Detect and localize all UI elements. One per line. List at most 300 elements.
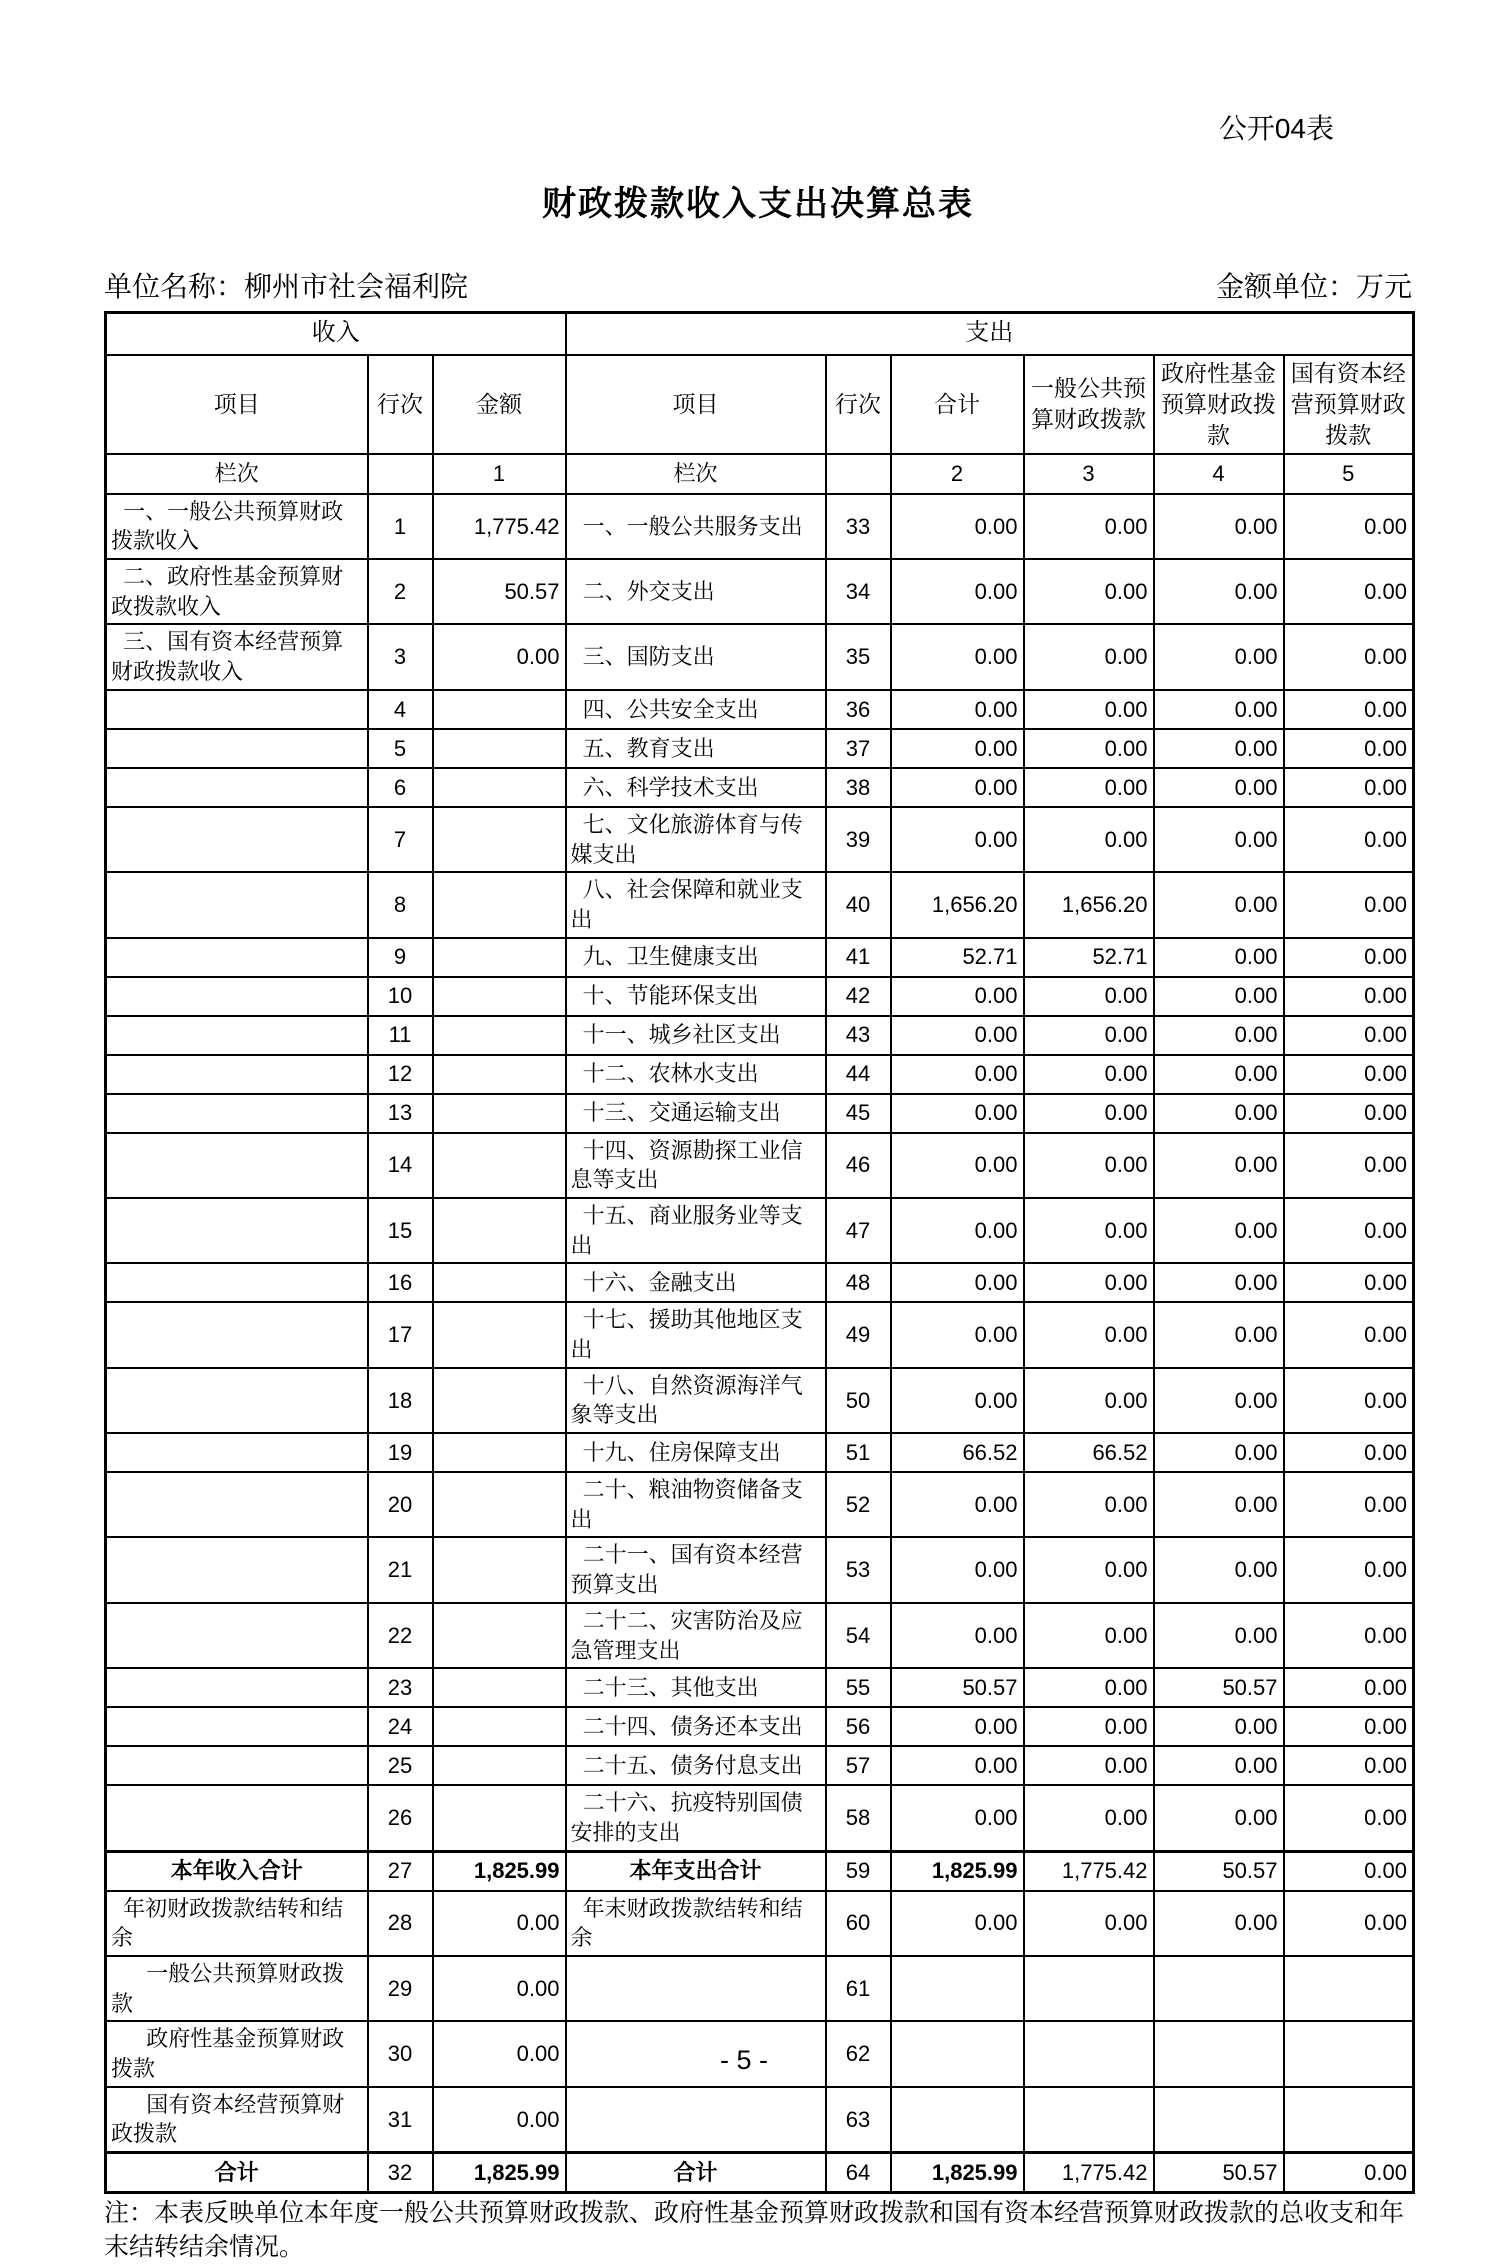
form-tag: 公开04表: [1218, 113, 1334, 144]
expense-total: 52.71: [891, 938, 1024, 977]
expense-gov-fund: 0.00: [1154, 1603, 1284, 1668]
expense-item: 十九、住房保障支出: [566, 1433, 826, 1472]
income-line-no: 20: [368, 1472, 433, 1537]
col-header-expense-general-budget: 一般公共预算财政拨款: [1024, 355, 1154, 454]
expense-total: 0.00: [891, 1746, 1024, 1785]
expense-gov-fund: 0.00: [1154, 1537, 1284, 1602]
fiscal-appropriation-table: [104, 311, 1415, 2195]
expense-item: 二十一、国有资本经营预算支出: [566, 1537, 826, 1602]
expense-general-budget: 0.00: [1024, 1198, 1154, 1263]
income-amount: 0.00: [433, 2087, 566, 2153]
expense-gov-fund: 0.00: [1154, 1133, 1284, 1198]
income-line-no: 23: [368, 1668, 433, 1707]
expense-gov-fund: 0.00: [1154, 1891, 1284, 1956]
expense-gov-fund: 0.00: [1154, 624, 1284, 689]
expense-line-no: 59: [826, 1851, 891, 1891]
income-amount: [433, 807, 566, 872]
col-header-expense-line: 行次: [826, 355, 891, 454]
income-amount: 1,825.99: [433, 2153, 566, 2193]
expense-general-budget: 52.71: [1024, 938, 1154, 977]
table-row: [106, 1956, 1414, 2021]
income-item: 本年收入合计: [106, 1851, 368, 1891]
expense-line-no: 57: [826, 1746, 891, 1785]
income-amount: [433, 1603, 566, 1668]
expense-line-no: 47: [826, 1198, 891, 1263]
income-amount: [433, 1016, 566, 1055]
income-item: [106, 1433, 368, 1472]
income-item: 二、政府性基金预算财政拨款收入: [106, 559, 368, 624]
expense-state-capital: 0.00: [1284, 1851, 1414, 1891]
income-item: [106, 1537, 368, 1602]
expense-item: [566, 2087, 826, 2153]
footnote: 注：本表反映单位本年度一般公共预算财政拨款、政府性基金预算财政拨款和国有资本经营预算财政拨款的总收支和年末结转结余情况。: [104, 2199, 1405, 2261]
expense-state-capital: 0.00: [1284, 624, 1414, 689]
table-row: [106, 690, 1414, 729]
expense-total: 0.00: [891, 559, 1024, 624]
expense-general-budget: 0.00: [1024, 1263, 1154, 1302]
expense-line-no: 44: [826, 1055, 891, 1094]
index-expense-line: [826, 454, 891, 494]
income-item: [106, 1668, 368, 1707]
expense-state-capital: 0.00: [1284, 807, 1414, 872]
expense-total: 0.00: [891, 624, 1024, 689]
table-row: [106, 872, 1414, 937]
expense-gov-fund: 0.00: [1154, 807, 1284, 872]
income-item: [106, 690, 368, 729]
income-item: [106, 729, 368, 768]
income-amount: 0.00: [433, 624, 566, 689]
expense-state-capital: 0.00: [1284, 1785, 1414, 1851]
table-row: [106, 1537, 1414, 1602]
expense-state-capital: [1284, 1956, 1414, 2021]
expense-gov-fund: 0.00: [1154, 729, 1284, 768]
expense-total: 0.00: [891, 494, 1024, 559]
expense-total: 1,825.99: [891, 1851, 1024, 1891]
table-row: [106, 1785, 1414, 1851]
table-row: [106, 1472, 1414, 1537]
income-amount: [433, 1668, 566, 1707]
table-row: [106, 624, 1414, 689]
income-line-no: 18: [368, 1368, 433, 1433]
expense-line-no: 38: [826, 768, 891, 807]
expense-item: 合计: [566, 2153, 826, 2193]
expense-line-no: 52: [826, 1472, 891, 1537]
table-row: [106, 1603, 1414, 1668]
income-line-no: 14: [368, 1133, 433, 1198]
income-item: 年初财政拨款结转和结余: [106, 1891, 368, 1956]
expense-item: 七、文化旅游体育与传媒支出: [566, 807, 826, 872]
expense-item: 八、社会保障和就业支出: [566, 872, 826, 937]
expense-general-budget: 0.00: [1024, 977, 1154, 1016]
expense-state-capital: 0.00: [1284, 690, 1414, 729]
expense-general-budget: 0.00: [1024, 559, 1154, 624]
expense-total: 0.00: [891, 1368, 1024, 1433]
expense-general-budget: 0.00: [1024, 1055, 1154, 1094]
expense-line-no: 53: [826, 1537, 891, 1602]
income-item: [106, 1198, 368, 1263]
income-amount: 1,825.99: [433, 1851, 566, 1891]
expense-state-capital: 0.00: [1284, 1707, 1414, 1746]
table-row: [106, 1368, 1414, 1433]
expense-gov-fund: 0.00: [1154, 1263, 1284, 1302]
expense-general-budget: 0.00: [1024, 1785, 1154, 1851]
income-line-no: 5: [368, 729, 433, 768]
income-line-no: 10: [368, 977, 433, 1016]
expense-item: 一、一般公共服务支出: [566, 494, 826, 559]
index-income-amount: 1: [433, 454, 566, 494]
expense-line-no: 50: [826, 1368, 891, 1433]
expense-general-budget: 0.00: [1024, 1891, 1154, 1956]
income-item: [106, 1133, 368, 1198]
expense-general-budget: [1024, 1956, 1154, 2021]
expense-general-budget: 0.00: [1024, 1707, 1154, 1746]
expense-general-budget: 0.00: [1024, 690, 1154, 729]
income-item: [106, 1746, 368, 1785]
expense-item: 二十六、抗疫特别国债安排的支出: [566, 1785, 826, 1851]
expense-state-capital: 0.00: [1284, 494, 1414, 559]
expense-general-budget: [1024, 2087, 1154, 2153]
expense-item: 二十四、债务还本支出: [566, 1707, 826, 1746]
income-amount: [433, 729, 566, 768]
expense-gov-fund: 0.00: [1154, 690, 1284, 729]
expense-state-capital: 0.00: [1284, 977, 1414, 1016]
income-item: [106, 807, 368, 872]
income-item: [106, 768, 368, 807]
expense-total: 0.00: [891, 977, 1024, 1016]
income-item: 国有资本经营预算财政拨款: [106, 2087, 368, 2153]
income-line-no: 24: [368, 1707, 433, 1746]
expense-total: 50.57: [891, 1668, 1024, 1707]
expense-gov-fund: 50.57: [1154, 1851, 1284, 1891]
income-amount: [433, 1746, 566, 1785]
expense-total: 0.00: [891, 1055, 1024, 1094]
income-amount: 50.57: [433, 559, 566, 624]
expense-line-no: 33: [826, 494, 891, 559]
expense-gov-fund: 0.00: [1154, 1707, 1284, 1746]
income-line-no: 26: [368, 1785, 433, 1851]
expense-state-capital: 0.00: [1284, 1263, 1414, 1302]
expense-total: 0.00: [891, 729, 1024, 768]
income-line-no: 15: [368, 1198, 433, 1263]
table-row: [106, 938, 1414, 977]
col-header-income-item: 项目: [106, 355, 368, 454]
expense-general-budget: 0.00: [1024, 1302, 1154, 1367]
table-row: [106, 559, 1414, 624]
group-header-row: [106, 312, 1414, 355]
income-line-no: 4: [368, 690, 433, 729]
expense-total: 0.00: [891, 1472, 1024, 1537]
expense-line-no: 49: [826, 1302, 891, 1367]
col-header-income-line: 行次: [368, 355, 433, 454]
expense-item: 年末财政拨款结转和结余: [566, 1891, 826, 1956]
expense-state-capital: 0.00: [1284, 1668, 1414, 1707]
expense-general-budget: 0.00: [1024, 1016, 1154, 1055]
income-amount: [433, 1094, 566, 1133]
expense-gov-fund: 0.00: [1154, 1016, 1284, 1055]
income-item: 一、一般公共预算财政拨款收入: [106, 494, 368, 559]
table-row: [106, 1668, 1414, 1707]
table-row: [106, 1094, 1414, 1133]
income-item: [106, 977, 368, 1016]
expense-line-no: 56: [826, 1707, 891, 1746]
table-row: [106, 1707, 1414, 1746]
income-amount: 0.00: [433, 2021, 566, 2086]
expense-state-capital: [1284, 2087, 1414, 2153]
table-row: [106, 1891, 1414, 1956]
expense-gov-fund: [1154, 1956, 1284, 2021]
expense-gov-fund: 0.00: [1154, 768, 1284, 807]
expense-group-header: 支出: [566, 312, 1414, 355]
expense-total: 0.00: [891, 1133, 1024, 1198]
expense-gov-fund: 0.00: [1154, 1433, 1284, 1472]
income-line-no: 28: [368, 1891, 433, 1956]
income-item: [106, 1263, 368, 1302]
income-line-no: 19: [368, 1433, 433, 1472]
expense-state-capital: 0.00: [1284, 1746, 1414, 1785]
index-expense-state-capital: 5: [1284, 454, 1414, 494]
expense-state-capital: 0.00: [1284, 1133, 1414, 1198]
income-line-no: 9: [368, 938, 433, 977]
expense-total: 0.00: [891, 1016, 1024, 1055]
table-row: [106, 1746, 1414, 1785]
index-income-item: 栏次: [106, 454, 368, 494]
expense-general-budget: 0.00: [1024, 1746, 1154, 1785]
income-line-no: 7: [368, 807, 433, 872]
expense-general-budget: 0.00: [1024, 1368, 1154, 1433]
expense-item: [566, 1956, 826, 2021]
expense-item: 六、科学技术支出: [566, 768, 826, 807]
expense-total: 1,825.99: [891, 2153, 1024, 2193]
expense-gov-fund: 0.00: [1154, 494, 1284, 559]
expense-total: [891, 2087, 1024, 2153]
expense-total: 0.00: [891, 1302, 1024, 1367]
expense-gov-fund: [1154, 2087, 1284, 2153]
expense-gov-fund: 0.00: [1154, 977, 1284, 1016]
col-header-expense-total: 合计: [891, 355, 1024, 454]
income-group-header: 收入: [106, 312, 566, 355]
income-amount: [433, 1133, 566, 1198]
income-amount: [433, 1198, 566, 1263]
expense-line-no: 40: [826, 872, 891, 937]
income-amount: 1,775.42: [433, 494, 566, 559]
expense-state-capital: 0.00: [1284, 729, 1414, 768]
expense-total: 0.00: [891, 1094, 1024, 1133]
income-amount: 0.00: [433, 1891, 566, 1956]
expense-gov-fund: 50.57: [1154, 2153, 1284, 2193]
expense-line-no: 55: [826, 1668, 891, 1707]
expense-total: 0.00: [891, 1785, 1024, 1851]
income-amount: [433, 1263, 566, 1302]
income-line-no: 17: [368, 1302, 433, 1367]
expense-gov-fund: 0.00: [1154, 1368, 1284, 1433]
table-row: [106, 729, 1414, 768]
expense-state-capital: 0.00: [1284, 1016, 1414, 1055]
index-expense-general-budget: 3: [1024, 454, 1154, 494]
income-line-no: 16: [368, 1263, 433, 1302]
income-amount: [433, 1472, 566, 1537]
index-expense-gov-fund: 4: [1154, 454, 1284, 494]
expense-line-no: 37: [826, 729, 891, 768]
income-line-no: 30: [368, 2021, 433, 2086]
expense-line-no: 54: [826, 1603, 891, 1668]
expense-total: 0.00: [891, 1263, 1024, 1302]
amount-unit: 金额单位：万元: [1215, 270, 1412, 302]
income-line-no: 21: [368, 1537, 433, 1602]
income-item: [106, 1055, 368, 1094]
income-item: 一般公共预算财政拨款: [106, 1956, 368, 2021]
income-item: 合计: [106, 2153, 368, 2193]
expense-item: 二十二、灾害防治及应急管理支出: [566, 1603, 826, 1668]
expense-state-capital: 0.00: [1284, 872, 1414, 937]
expense-total: 0.00: [891, 1198, 1024, 1263]
income-amount: [433, 977, 566, 1016]
expense-state-capital: 0.00: [1284, 938, 1414, 977]
income-item: [106, 938, 368, 977]
expense-item: 四、公共安全支出: [566, 690, 826, 729]
expense-total: 66.52: [891, 1433, 1024, 1472]
expense-total: 0.00: [891, 1707, 1024, 1746]
income-item: [106, 872, 368, 937]
income-line-no: 12: [368, 1055, 433, 1094]
table-row: [106, 1302, 1414, 1367]
income-item: [106, 1094, 368, 1133]
expense-general-budget: 0.00: [1024, 1603, 1154, 1668]
income-line-no: 11: [368, 1016, 433, 1055]
income-item: [106, 1016, 368, 1055]
expense-gov-fund: 0.00: [1154, 938, 1284, 977]
income-amount: [433, 938, 566, 977]
expense-line-no: 42: [826, 977, 891, 1016]
table-row: [106, 1016, 1414, 1055]
income-item: [106, 1472, 368, 1537]
expense-total: [891, 1956, 1024, 2021]
expense-state-capital: 0.00: [1284, 1094, 1414, 1133]
expense-state-capital: 0.00: [1284, 1433, 1414, 1472]
expense-line-no: 43: [826, 1016, 891, 1055]
income-item: 政府性基金预算财政拨款: [106, 2021, 368, 2086]
income-item: [106, 1302, 368, 1367]
income-amount: 0.00: [433, 1956, 566, 2021]
expense-gov-fund: 0.00: [1154, 1472, 1284, 1537]
table-row: [106, 1133, 1414, 1198]
income-amount: [433, 690, 566, 729]
table-row: [106, 1055, 1414, 1094]
income-line-no: 13: [368, 1094, 433, 1133]
expense-item: 十一、城乡社区支出: [566, 1016, 826, 1055]
expense-general-budget: 0.00: [1024, 1472, 1154, 1537]
expense-general-budget: 0.00: [1024, 729, 1154, 768]
expense-item: 十五、商业服务业等支出: [566, 1198, 826, 1263]
income-item: [106, 1603, 368, 1668]
page-title: 财政拨款收入支出决算总表: [542, 184, 974, 223]
expense-line-no: 45: [826, 1094, 891, 1133]
expense-total: 0.00: [891, 1891, 1024, 1956]
income-item: [106, 1785, 368, 1851]
expense-gov-fund: 0.00: [1154, 1746, 1284, 1785]
table-row: [106, 1851, 1414, 1891]
index-expense-item: 栏次: [566, 454, 826, 494]
meta-row: [104, 265, 1412, 305]
income-item: [106, 1707, 368, 1746]
expense-state-capital: 0.00: [1284, 1302, 1414, 1367]
expense-state-capital: 0.00: [1284, 1368, 1414, 1433]
expense-total: 1,656.20: [891, 872, 1024, 937]
income-line-no: 27: [368, 1851, 433, 1891]
expense-line-no: 41: [826, 938, 891, 977]
expense-general-budget: 1,775.42: [1024, 2153, 1154, 2193]
income-line-no: 22: [368, 1603, 433, 1668]
income-amount: [433, 872, 566, 937]
expense-state-capital: 0.00: [1284, 1603, 1414, 1668]
expense-item: 三、国防支出: [566, 624, 826, 689]
table-row: [106, 1198, 1414, 1263]
table-row: [106, 1263, 1414, 1302]
expense-state-capital: 0.00: [1284, 1472, 1414, 1537]
expense-general-budget: 0.00: [1024, 1668, 1154, 1707]
income-line-no: 3: [368, 624, 433, 689]
expense-state-capital: 0.00: [1284, 768, 1414, 807]
income-amount: [433, 1537, 566, 1602]
expense-total: 0.00: [891, 768, 1024, 807]
expense-gov-fund: 0.00: [1154, 559, 1284, 624]
table-body: [106, 494, 1414, 2193]
income-amount: [433, 1785, 566, 1851]
expense-line-no: 62: [826, 2021, 891, 2086]
income-line-no: 8: [368, 872, 433, 937]
expense-gov-fund: 0.00: [1154, 1198, 1284, 1263]
expense-item: 十八、自然资源海洋气象等支出: [566, 1368, 826, 1433]
expense-line-no: 35: [826, 624, 891, 689]
income-item: [106, 1368, 368, 1433]
expense-gov-fund: 0.00: [1154, 1785, 1284, 1851]
expense-item: 十四、资源勘探工业信息等支出: [566, 1133, 826, 1198]
expense-line-no: 46: [826, 1133, 891, 1198]
table-row: [106, 768, 1414, 807]
expense-item: 五、教育支出: [566, 729, 826, 768]
expense-item: 二、外交支出: [566, 559, 826, 624]
expense-total: 0.00: [891, 690, 1024, 729]
income-line-no: 2: [368, 559, 433, 624]
income-amount: [433, 1055, 566, 1094]
expense-state-capital: 0.00: [1284, 1537, 1414, 1602]
expense-line-no: 58: [826, 1785, 891, 1851]
expense-general-budget: 0.00: [1024, 1133, 1154, 1198]
income-line-no: 29: [368, 1956, 433, 2021]
income-line-no: 25: [368, 1746, 433, 1785]
income-line-no: 32: [368, 2153, 433, 2193]
income-amount: [433, 1368, 566, 1433]
column-index-row: [106, 454, 1414, 494]
table-row: [106, 807, 1414, 872]
expense-state-capital: 0.00: [1284, 1891, 1414, 1956]
page-number: - 5 -: [719, 2045, 768, 2075]
table-row: [106, 2087, 1414, 2153]
column-header-row: [106, 355, 1414, 454]
income-line-no: 1: [368, 494, 433, 559]
expense-item: 十二、农林水支出: [566, 1055, 826, 1094]
expense-general-budget: 0.00: [1024, 768, 1154, 807]
expense-line-no: 36: [826, 690, 891, 729]
expense-general-budget: 66.52: [1024, 1433, 1154, 1472]
income-line-no: 31: [368, 2087, 433, 2153]
expense-item: 十、节能环保支出: [566, 977, 826, 1016]
expense-item: 十三、交通运输支出: [566, 1094, 826, 1133]
expense-state-capital: 0.00: [1284, 1055, 1414, 1094]
expense-gov-fund: 0.00: [1154, 1094, 1284, 1133]
expense-line-no: 39: [826, 807, 891, 872]
income-amount: [433, 1302, 566, 1367]
expense-item: 二十、粮油物资储备支出: [566, 1472, 826, 1537]
